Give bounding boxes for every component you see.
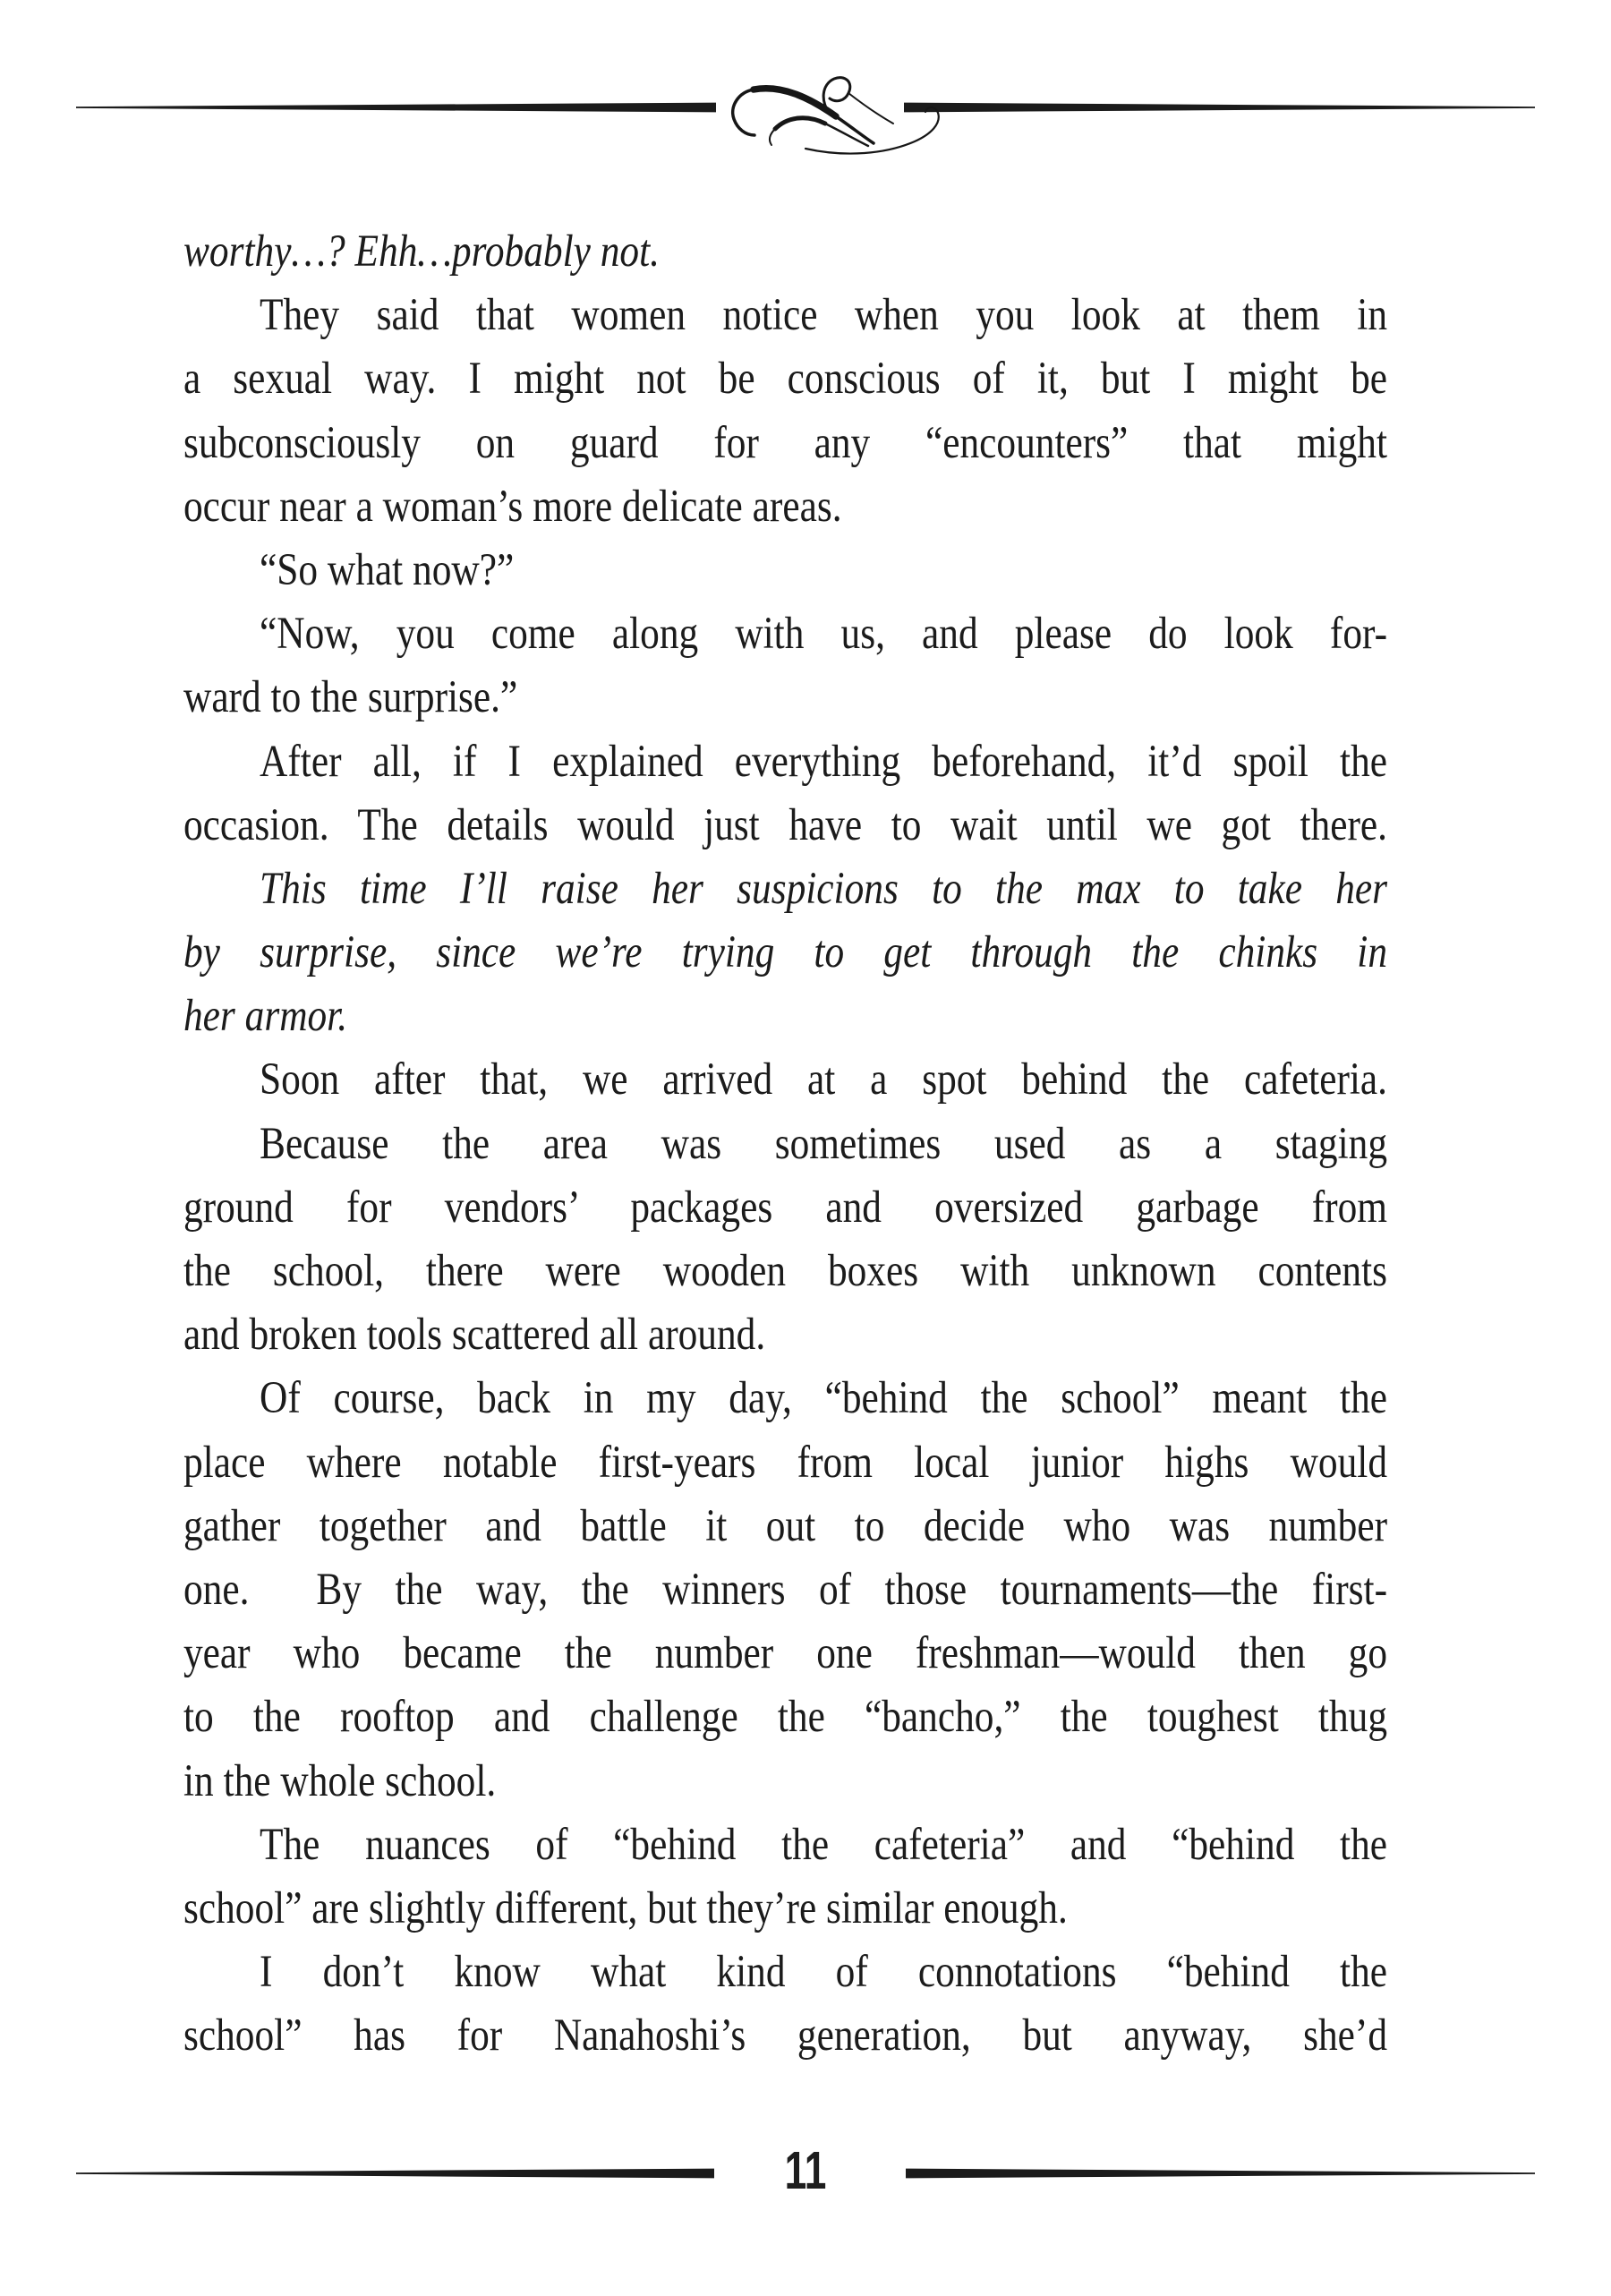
- text-line: and broken tools scattered all around.: [183, 1310, 766, 1361]
- text-line: one. By the way, the winners of those tournaments—the first-: [183, 1564, 1388, 1615]
- text-line: her armor.: [183, 991, 348, 1042]
- text-line: occur near a woman’s more delicate areas.: [183, 481, 842, 532]
- text-line: ground for vendors’ packages and oversized garbage from: [183, 1182, 1388, 1233]
- text-line: in the whole school.: [183, 1755, 497, 1806]
- text-line: The nuances of “behind the cafeteria” and “behind the: [260, 1819, 1388, 1870]
- text-line: subconsciously on guard for any “encounters” that might: [183, 417, 1388, 468]
- text-line: Of course, back in my day, “behind the school” meant the: [260, 1373, 1388, 1424]
- text-line: a sexual way. I might not be conscious of it, but I might be: [183, 354, 1388, 405]
- text-line: worthy…? Ehh…probably not.: [183, 226, 660, 277]
- text-line: by surprise, since we’re trying to get through the chinks in: [183, 927, 1388, 978]
- header-rule-left: [76, 102, 716, 113]
- text-line: “So what now?”: [260, 544, 515, 595]
- text-line: Soon after that, we arrived at a spot behind the cafeteria.: [260, 1054, 1388, 1105]
- text-line: Because the area was sometimes used as a staging: [260, 1118, 1388, 1169]
- text-line: “Now, you come along with us, and please do look for-: [260, 609, 1388, 660]
- header-rule-right: [904, 102, 1535, 113]
- page-number: 11: [784, 2141, 827, 2200]
- text-line: I don’t know what kind of connotations “behind the: [260, 1947, 1388, 1998]
- text-line: place where notable first-years from local junior highs would: [183, 1437, 1388, 1488]
- body-text: [183, 220, 1387, 2068]
- text-line: occasion. The details would just have to wait until we got there.: [183, 799, 1388, 850]
- text-line: After all, if I explained everything beforehand, it’d spoil the: [260, 736, 1388, 787]
- text-line: school” has for Nanahoshi’s generation, but anyway, she’d: [183, 2010, 1388, 2061]
- text-line: school” are slightly different, but they’re similar enough.: [183, 1882, 1068, 1933]
- text-line: year who became the number one freshman—would then go: [183, 1628, 1388, 1679]
- text-line: the school, there were wooden boxes with unknown contents: [183, 1246, 1388, 1296]
- text-line: gather together and battle it out to decide who was number: [183, 1500, 1388, 1551]
- calligraphic-flourish-icon: [714, 68, 956, 166]
- text-line: to the rooftop and challenge the “bancho,” the toughest thug: [183, 1692, 1388, 1743]
- text-line: This time I’ll raise her suspicions to the max to take her: [260, 863, 1388, 914]
- text-line: They said that women notice when you look at them in: [260, 290, 1388, 341]
- text-line: ward to the surprise.”: [183, 672, 518, 723]
